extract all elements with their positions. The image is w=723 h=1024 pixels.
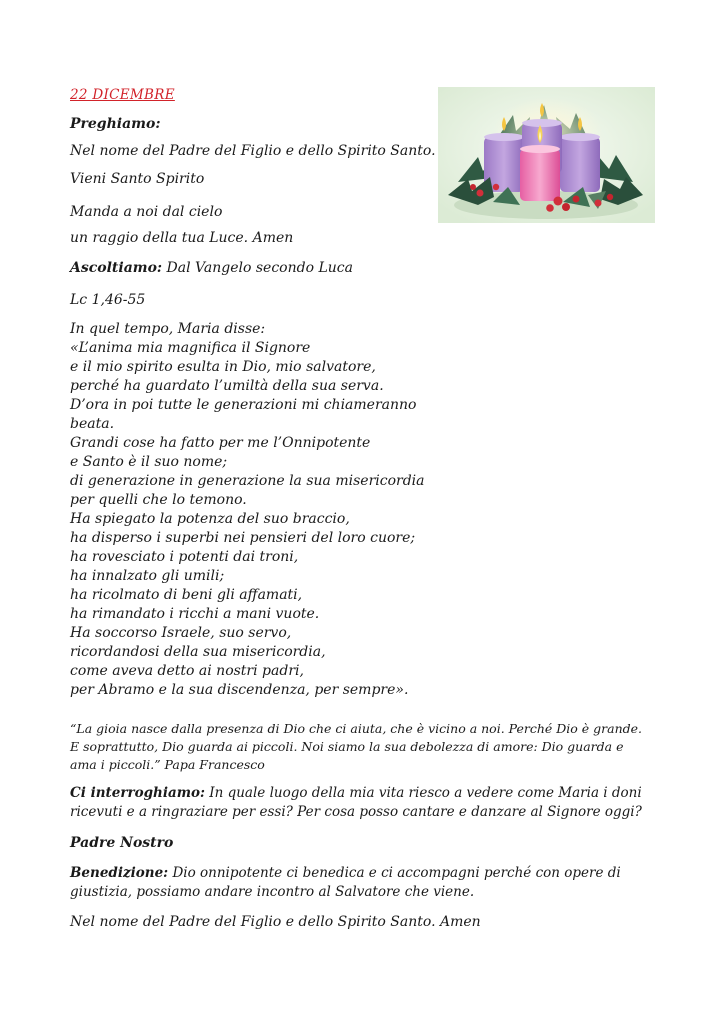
date-heading: 22 DICEMBRE	[70, 87, 175, 103]
interroghiamo-text: In quale luogo della mia vita riesco a vedere come Maria i doni	[204, 785, 642, 801]
gospel-line: ha disperso i superbi nei pensieri del loro cuore;	[70, 530, 416, 546]
ascoltiamo-text: Dal Vangelo secondo Luca	[162, 260, 353, 276]
prayer-line: Vieni Santo Spirito	[70, 171, 205, 187]
gospel-line: Grandi cose ha fatto per me l’Onnipotente	[70, 435, 371, 451]
gospel-line: e Santo è il suo nome;	[70, 454, 228, 470]
prayer-line: Nel nome del Padre del Figlio e dello Spirito Santo.	[70, 143, 436, 159]
gospel-line: D’ora in poi tutte le generazioni mi chiameranno	[70, 397, 417, 413]
gospel-line: di generazione in generazione la sua misericordia	[70, 473, 425, 489]
closing-line: Nel nome del Padre del Figlio e dello Spirito Santo. Amen	[70, 914, 481, 930]
benedizione-text: Dio onnipotente ci benedica e ci accompagni perché con opere di	[168, 865, 621, 881]
gospel-line: perché ha guardato l’umiltà della sua serva.	[70, 378, 384, 394]
benedizione-line-2: giustizia, possiamo andare incontro al Salvatore che viene.	[70, 884, 475, 900]
gospel-line: come aveva detto ai nostri padri,	[70, 663, 304, 679]
gospel-line: beata.	[70, 416, 115, 432]
gospel-line: per Abramo e la sua discendenza, per sempre».	[70, 682, 409, 698]
benedizione-label: Benedizione:	[70, 865, 169, 881]
gospel-text	[70, 320, 425, 700]
quote-line: E soprattutto, Dio guarda ai piccoli. Noi siamo la sua debolezza di amore: Dio guarda e	[70, 739, 624, 754]
gospel-line: ha innalzato gli umili;	[70, 568, 225, 584]
ascoltiamo-label: Ascoltiamo:	[70, 260, 163, 276]
interroghiamo-line	[70, 784, 642, 802]
benedizione-line	[70, 864, 621, 882]
interroghiamo-label: Ci interroghiamo:	[70, 785, 205, 801]
quote-line: ama i piccoli.” Papa Francesco	[70, 757, 265, 772]
prayer-line: un raggio della tua Luce. Amen	[70, 230, 294, 246]
gospel-line: «L’anima mia magnifica il Signore	[70, 340, 311, 356]
gospel-line: Ha soccorso Israele, suo servo,	[70, 625, 292, 641]
gospel-line: ha rimandato i ricchi a mani vuote.	[70, 606, 320, 622]
gospel-line: ricordandosi della sua misericordia,	[70, 644, 326, 660]
gospel-line: ha rovesciato i potenti dai troni,	[70, 549, 299, 565]
prayer-line: Manda a noi dal cielo	[70, 204, 223, 220]
ascoltiamo-line	[70, 259, 353, 277]
gospel-line: e il mio spirito esulta in Dio, mio salvatore,	[70, 359, 376, 375]
gospel-line: In quel tempo, Maria disse:	[70, 321, 266, 337]
gospel-reference: Lc 1,46-55	[70, 292, 146, 308]
padre-nostro: Padre Nostro	[70, 835, 174, 851]
gospel-line: Ha spiegato la potenza del suo braccio,	[70, 511, 350, 527]
quote-line: “La gioia nasce dalla presenza di Dio che ci aiuta, che è vicino a noi. Perché Dio è grande.	[70, 721, 643, 736]
advent-candles-illustration	[438, 87, 655, 223]
interroghiamo-line-2: ricevuti e a ringraziare per essi? Per cosa posso cantare e danzare al Signore oggi?	[70, 804, 642, 820]
gospel-line: per quelli che lo temono.	[70, 492, 247, 508]
preghiamo-label: Preghiamo:	[70, 116, 161, 132]
gospel-line: ha ricolmato di beni gli affamati,	[70, 587, 303, 603]
